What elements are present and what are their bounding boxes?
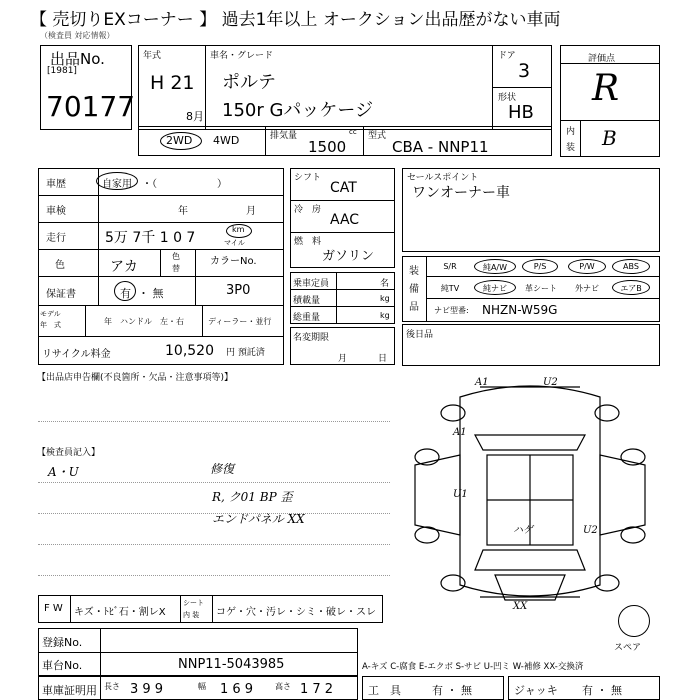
color-change-2: 替: [172, 264, 180, 273]
tool-value: 有 ・ 無: [432, 684, 472, 697]
car-damage-diagram: [405, 375, 655, 620]
chassis-label: 車台No.: [42, 659, 83, 672]
capacity-unit: 名: [380, 279, 390, 289]
note-line1-right: 修復: [210, 462, 235, 476]
history-label: 車歴: [46, 179, 66, 190]
mark-u2-right: U2: [583, 525, 598, 536]
deadline-month: 月: [338, 354, 348, 364]
seat-label-1: シート: [183, 599, 204, 607]
cooler-label: 冷 房: [294, 205, 322, 215]
lot-label: 出品No.: [50, 50, 105, 68]
inspection-year-unit: 年: [178, 206, 188, 217]
recycle-label: リサイクル料金: [42, 349, 111, 360]
equip-abs: ABS: [623, 262, 639, 271]
jack-label: ジャッキ: [514, 684, 558, 697]
gross-label: 総重量: [293, 313, 321, 323]
sales-label: セールスポイント: [407, 173, 479, 183]
equip-tv: 純TV: [440, 284, 460, 293]
cooler-value: AAC: [330, 212, 360, 228]
mark-hague: ハゲ: [513, 525, 533, 536]
history-rest: ・（ ）: [142, 179, 227, 190]
year-label: 年式: [143, 51, 162, 61]
lot-number: 70177: [46, 90, 136, 123]
cert-label: 車庫証明用: [42, 684, 97, 697]
mark-u2-top: U2: [543, 377, 558, 388]
seller-note-label: 【出品店申告欄(不良箇所・欠品・注意事項等)】: [37, 373, 234, 383]
doors: 3: [518, 60, 531, 82]
deadline-day: 日: [378, 354, 388, 364]
navi-value: NHZN-W59G: [482, 303, 558, 317]
equip-ext-navi: 外ナビ: [575, 284, 599, 293]
fuel-value: ガソリン: [322, 249, 375, 264]
mile-unit: マイル: [224, 239, 245, 247]
history-value: 自家用: [102, 179, 132, 190]
note-line3: エンドパネル XX: [212, 512, 305, 526]
title-banner: [0, 0, 700, 32]
fw-label: F W: [44, 603, 63, 614]
inspector-label: 【検査員記入】: [37, 448, 101, 458]
grade-label: 評価点: [588, 54, 616, 64]
spare-label: スペア: [614, 643, 642, 653]
grade: 150r Gパッケージ: [222, 100, 374, 121]
seat-label-2: 内 装: [183, 611, 200, 619]
equip-navi: 純ナビ: [483, 284, 507, 293]
spare-tire-icon: [618, 605, 650, 637]
color-no: 3P0: [226, 283, 251, 298]
equip-sr: S/R: [443, 262, 457, 271]
shape: HB: [508, 102, 534, 123]
mark-u1: U1: [453, 489, 468, 500]
interior-grade: B: [602, 126, 617, 150]
model-year-unit: 年: [104, 317, 112, 326]
load-label: 積載量: [293, 296, 321, 306]
interior-label-1: 内: [566, 127, 576, 137]
damage-codes: A-キズ C-腐食 E-エクボ S-サビ U-凹ミ W-補修 XX-交換済: [362, 662, 584, 672]
fw-text: キズ・ﾄﾋﾞ石・割レX: [74, 607, 166, 618]
recycle-unit: 円 預託済: [226, 348, 265, 358]
chassis-value: NNP11-5043985: [178, 657, 285, 672]
tool-label: 工 具: [368, 684, 401, 697]
later-box: [402, 324, 660, 366]
dim-l-val: 3 9 9: [130, 682, 164, 697]
load-unit: kg: [380, 294, 390, 303]
drive-2wd: 2WD: [166, 134, 193, 147]
shift-value: CAT: [330, 180, 357, 196]
displacement-unit: cc: [349, 128, 357, 136]
equip-awheel: 純A/W: [482, 263, 508, 272]
fuel-label: 燃 料: [294, 237, 322, 247]
mark-a1-left: A1: [453, 427, 467, 438]
model-year-label-1: モデル: [40, 310, 61, 318]
sales-text: ワンオーナー車: [412, 185, 510, 201]
note-line1-left: A・U: [48, 465, 79, 479]
mark-a1-top: A1: [475, 377, 489, 388]
jack-value: 有 ・ 無: [582, 684, 622, 697]
dim-h-val: 1 7 2: [300, 682, 334, 697]
lot-small: [1981]: [47, 66, 77, 76]
shift-label: シフト: [294, 173, 322, 183]
capacity-label: 乗車定員: [293, 279, 330, 289]
note-line2: R, ク01 BP 歪: [212, 490, 293, 504]
inspection-label: 車検: [46, 206, 66, 217]
km-unit: km: [232, 225, 245, 234]
score: R: [592, 68, 620, 109]
equip-label-1: 備: [409, 284, 419, 295]
model-label: 型式: [368, 131, 387, 141]
gross-unit: kg: [380, 311, 390, 320]
dim-l: 長さ: [104, 682, 120, 691]
warranty-yes: 有: [120, 287, 131, 300]
reg-label: 登録No.: [42, 636, 83, 649]
interior-label-2: 装: [566, 143, 576, 153]
dealer-label: ディーラー・並行: [208, 317, 272, 326]
year-era: H 21: [150, 72, 195, 94]
equip-label-0: 装: [409, 266, 419, 277]
mark-xx: XX: [513, 601, 528, 612]
handle-label: ハンドル 左・右: [120, 317, 184, 326]
mileage-label: 走行: [46, 233, 66, 244]
banner-text: 【 売切りEXコーナー 】 過去1年以上 オークション出品歴がない車両: [30, 10, 561, 30]
dim-w-val: 1 6 9: [220, 682, 254, 697]
deadline-label: 名変期限: [293, 333, 330, 343]
color-label: 色: [55, 260, 65, 271]
inspection-month-unit: 月: [246, 206, 256, 217]
mileage-value: 5万 7千 1 0 7: [105, 230, 196, 246]
displacement-label: 排気量: [270, 131, 298, 141]
dim-h: 高さ: [275, 682, 291, 691]
color-value: アカ: [110, 259, 138, 275]
equip-label-2: 品: [409, 302, 419, 313]
warranty-no: ・ 無: [138, 287, 164, 300]
door-label: ドア: [498, 51, 516, 61]
equip-pw: P/W: [579, 262, 595, 271]
drive-4wd: 4WD: [213, 134, 240, 147]
model-year-label-2: 年 式: [40, 321, 61, 329]
model-code: CBA - NNP11: [392, 138, 489, 156]
name-label: 車名・グレード: [210, 51, 274, 61]
year-month: 8月: [186, 110, 204, 123]
shape-label: 形状: [498, 93, 517, 103]
color-change-1: 色: [172, 252, 180, 261]
later-label: 後日品: [406, 330, 434, 340]
navi-label: ナビ型番:: [434, 306, 469, 315]
warranty-label: 保証書: [46, 289, 76, 300]
top-note: （検査員 対応情報）: [40, 31, 115, 40]
dim-w: 幅: [198, 682, 206, 691]
equip-leather: 革シート: [525, 284, 557, 293]
seat-text: コゲ・穴・汚レ・シミ・破レ・スレ: [216, 607, 376, 618]
recycle-value: 10,520: [165, 343, 214, 359]
equip-ps: P/S: [533, 262, 547, 271]
color-no-label: カラーNo.: [210, 256, 257, 267]
equip-airbag: エアB: [620, 284, 642, 293]
car-name: ポルテ: [222, 72, 276, 93]
displacement: 1500: [308, 138, 347, 156]
